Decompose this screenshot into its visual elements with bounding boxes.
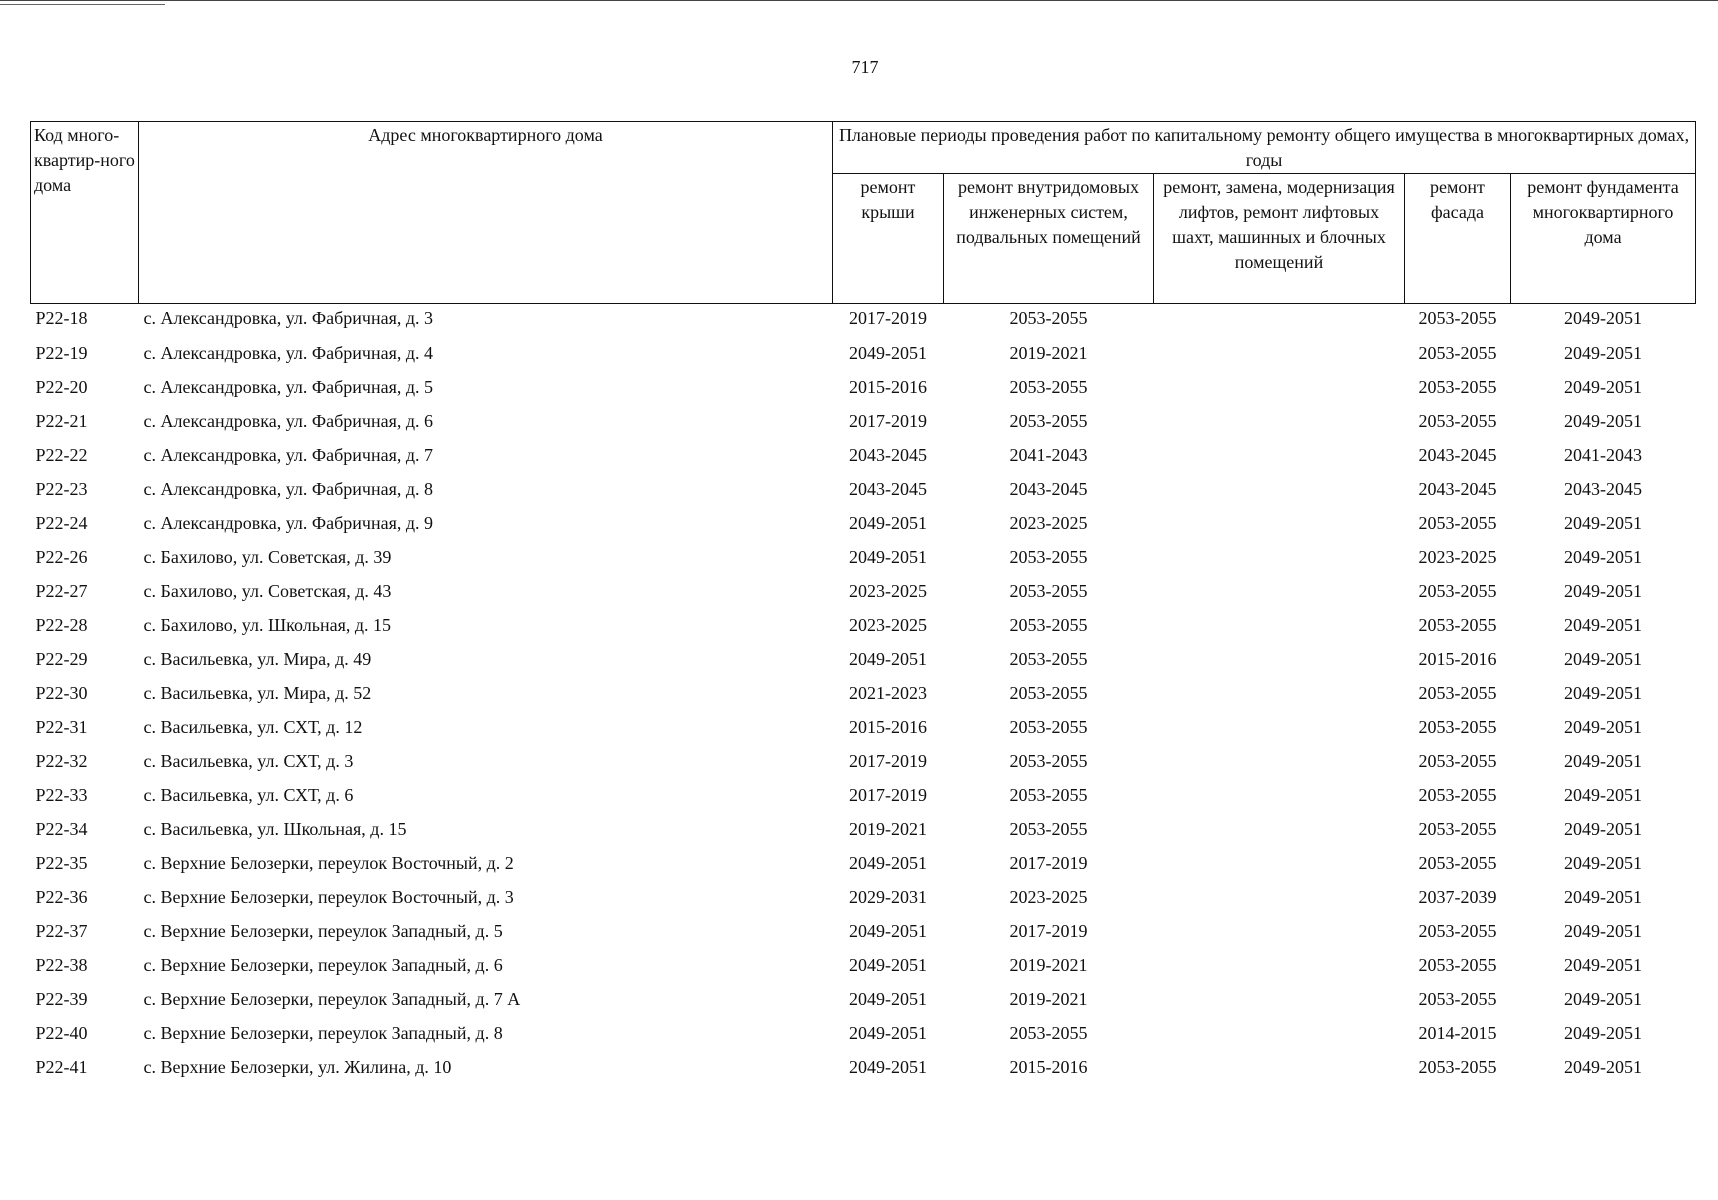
cell-roof: 2049-2051 [849,648,927,669]
cell-roof: 2023-2025 [849,580,927,601]
cell-address: с. Верхние Белозерки, переулок Западный, д. 8 [143,1022,503,1043]
cell-code: P22-23 [35,478,88,499]
header-facade: ремонт фасада [1405,174,1511,304]
cell-engineering: 2053-2055 [1009,410,1088,431]
cell-address: с. Александровка, ул. Фабричная, д. 8 [143,478,434,499]
table-row [31,472,1696,506]
cell-roof: 2049-2051 [849,852,927,873]
cell-foundation: 2049-2051 [1564,784,1643,805]
cell-code: P22-26 [35,546,88,567]
cell-foundation: 2041-2043 [1564,444,1643,465]
table-row [31,1050,1696,1084]
cell-foundation: 2049-2051 [1564,954,1643,975]
table-row [31,948,1696,982]
cell-code: P22-29 [35,648,88,669]
cell-roof: 2019-2021 [849,818,927,839]
cell-facade: 2053-2055 [1418,954,1497,975]
table-row [31,914,1696,948]
cell-address: с. Александровка, ул. Фабричная, д. 4 [143,342,434,363]
cell-foundation: 2049-2051 [1564,852,1643,873]
cell-engineering: 2053-2055 [1009,818,1088,839]
cell-elevators [1154,914,1405,948]
cell-roof: 2049-2051 [849,1056,927,1077]
cell-foundation: 2049-2051 [1564,342,1643,363]
cell-engineering: 2053-2055 [1009,716,1088,737]
cell-engineering: 2053-2055 [1009,614,1088,635]
cell-roof: 2017-2019 [849,750,927,771]
cell-code: P22-21 [35,410,88,431]
cell-engineering: 2019-2021 [1009,342,1088,363]
table-row [31,304,1696,337]
cell-engineering: 2017-2019 [1009,920,1088,941]
cell-foundation: 2049-2051 [1564,682,1643,703]
cell-roof: 2043-2045 [849,444,927,465]
cell-code: P22-39 [35,988,88,1009]
cell-address: с. Верхние Белозерки, переулок Восточный, д. 2 [143,852,514,873]
cell-address: с. Верхние Белозерки, ул. Жилина, д. 10 [143,1056,452,1077]
cell-elevators [1154,438,1405,472]
cell-engineering: 2053-2055 [1009,682,1088,703]
cell-facade: 2053-2055 [1418,920,1497,941]
cell-address: с. Васильевка, ул. СХТ, д. 6 [143,784,354,805]
cell-code: P22-35 [35,852,88,873]
cell-code: P22-41 [35,1056,88,1077]
cell-engineering: 2053-2055 [1009,1022,1088,1043]
cell-engineering: 2041-2043 [1009,444,1088,465]
cell-elevators [1154,846,1405,880]
cell-facade: 2053-2055 [1418,988,1497,1009]
repair-schedule-table [30,121,1696,1084]
cell-foundation: 2049-2051 [1564,716,1643,737]
cell-foundation: 2049-2051 [1564,818,1643,839]
table-row [31,778,1696,812]
cell-facade: 2053-2055 [1418,852,1497,873]
cell-code: P22-19 [35,342,88,363]
cell-facade: 2053-2055 [1418,682,1497,703]
cell-facade: 2053-2055 [1418,784,1497,805]
cell-code: P22-28 [35,614,88,635]
cell-foundation: 2049-2051 [1564,308,1643,328]
table-row [31,676,1696,710]
cell-address: с. Бахилово, ул. Школьная, д. 15 [143,614,391,635]
cell-foundation: 2049-2051 [1564,1056,1643,1077]
cell-foundation: 2049-2051 [1564,988,1643,1009]
cell-engineering: 2017-2019 [1009,852,1088,873]
cell-elevators [1154,982,1405,1016]
cell-address: с. Бахилово, ул. Советская, д. 39 [143,546,392,567]
cell-foundation: 2043-2045 [1564,478,1643,499]
cell-elevators [1154,574,1405,608]
cell-address: с. Васильевка, ул. СХТ, д. 12 [143,716,363,737]
table-row [31,812,1696,846]
cell-roof: 2049-2051 [849,920,927,941]
cell-engineering: 2053-2055 [1009,580,1088,601]
cell-engineering: 2023-2025 [1009,886,1088,907]
cell-code: P22-27 [35,580,88,601]
table-row [31,608,1696,642]
table-row [31,846,1696,880]
cell-facade: 2043-2045 [1418,478,1497,499]
header-engineering: ремонт внутридомовых инженерных систем, подвальных помещений [944,174,1154,304]
cell-address: с. Васильевка, ул. Школьная, д. 15 [143,818,407,839]
repair-schedule-table-wrapper [30,121,1695,1084]
cell-address: с. Васильевка, ул. Мира, д. 49 [143,648,372,669]
table-row [31,506,1696,540]
header-address: Адрес многоквартирного дома [139,122,833,304]
cell-facade: 2053-2055 [1418,580,1497,601]
table-row [31,1016,1696,1050]
cell-code: P22-32 [35,750,88,771]
cell-address: с. Васильевка, ул. СХТ, д. 3 [143,750,354,771]
cell-code: P22-33 [35,784,88,805]
table-row [31,336,1696,370]
cell-address: с. Васильевка, ул. Мира, д. 52 [143,682,372,703]
page-number: 717 [851,57,879,77]
cell-engineering: 2043-2045 [1009,478,1088,499]
cell-engineering: 2019-2021 [1009,954,1088,975]
cell-code: P22-18 [35,308,88,328]
cell-address: с. Александровка, ул. Фабричная, д. 9 [143,512,434,533]
cell-engineering: 2023-2025 [1009,512,1088,533]
cell-code: P22-37 [35,920,88,941]
table-row [31,540,1696,574]
cell-facade: 2037-2039 [1418,886,1497,907]
cell-roof: 2017-2019 [849,784,927,805]
cell-code: P22-34 [35,818,88,839]
cell-foundation: 2049-2051 [1564,376,1643,397]
cell-roof: 2049-2051 [849,512,927,533]
cell-facade: 2053-2055 [1418,750,1497,771]
cell-elevators [1154,948,1405,982]
cell-facade: 2043-2045 [1418,444,1497,465]
cell-foundation: 2049-2051 [1564,410,1643,431]
cell-elevators [1154,370,1405,404]
cell-roof: 2049-2051 [849,546,927,567]
cell-elevators [1154,304,1405,337]
cell-foundation: 2049-2051 [1564,1022,1643,1043]
cell-foundation: 2049-2051 [1564,546,1643,567]
cell-engineering: 2053-2055 [1009,308,1088,328]
cell-elevators [1154,404,1405,438]
table-row [31,438,1696,472]
cell-foundation: 2049-2051 [1564,512,1643,533]
cell-code: P22-40 [35,1022,88,1043]
cell-foundation: 2049-2051 [1564,920,1643,941]
table-header [31,122,1696,304]
table-body [31,304,1696,1085]
table-row [31,880,1696,914]
cell-facade: 2053-2055 [1418,818,1497,839]
table-row [31,710,1696,744]
table-row [31,574,1696,608]
cell-roof: 2021-2023 [849,682,927,703]
cell-engineering: 2053-2055 [1009,376,1088,397]
cell-address: с. Верхние Белозерки, переулок Западный, д. 5 [143,920,503,941]
table-row [31,744,1696,778]
header-code: Код много-квартир-ного дома [31,122,139,304]
cell-elevators [1154,506,1405,540]
cell-facade: 2053-2055 [1418,308,1497,328]
cell-foundation: 2049-2051 [1564,580,1643,601]
cell-foundation: 2049-2051 [1564,614,1643,635]
cell-facade: 2053-2055 [1418,614,1497,635]
cell-code: P22-36 [35,886,88,907]
cell-elevators [1154,880,1405,914]
cell-foundation: 2049-2051 [1564,750,1643,771]
cell-code: P22-31 [35,716,88,737]
top-border-line [0,0,1718,1]
cell-address: с. Александровка, ул. Фабричная, д. 6 [143,410,434,431]
cell-elevators [1154,540,1405,574]
cell-address: с. Александровка, ул. Фабричная, д. 3 [143,308,434,328]
table-row [31,404,1696,438]
cell-roof: 2049-2051 [849,988,927,1009]
cell-roof: 2017-2019 [849,308,927,328]
cell-roof: 2049-2051 [849,954,927,975]
cell-address: с. Верхние Белозерки, переулок Восточный, д. 3 [143,886,514,907]
header-foundation: ремонт фундамента многоквартирного дома [1511,174,1696,304]
cell-foundation: 2049-2051 [1564,648,1643,669]
cell-roof: 2049-2051 [849,342,927,363]
cell-elevators [1154,676,1405,710]
cell-facade: 2015-2016 [1418,648,1497,669]
cell-address: с. Верхние Белозерки, переулок Западный, д. 6 [143,954,503,975]
cell-elevators [1154,1050,1405,1084]
cell-elevators [1154,1016,1405,1050]
cell-code: P22-30 [35,682,88,703]
cell-engineering: 2053-2055 [1009,750,1088,771]
table-row [31,982,1696,1016]
cell-foundation: 2049-2051 [1564,886,1643,907]
header-periods-group: Плановые периоды проведения работ по капитальному ремонту общего имущества в многоквартирных домах, годы [833,122,1696,174]
cell-elevators [1154,336,1405,370]
cell-roof: 2023-2025 [849,614,927,635]
cell-facade: 2014-2015 [1418,1022,1497,1043]
table-row [31,642,1696,676]
cell-address: с. Бахилово, ул. Советская, д. 43 [143,580,392,601]
cell-facade: 2053-2055 [1418,716,1497,737]
cell-address: с. Александровка, ул. Фабричная, д. 7 [143,444,434,465]
cell-roof: 2017-2019 [849,410,927,431]
table-row [31,370,1696,404]
cell-elevators [1154,608,1405,642]
cell-engineering: 2019-2021 [1009,988,1088,1009]
cell-code: P22-38 [35,954,88,975]
cell-elevators [1154,710,1405,744]
cell-engineering: 2015-2016 [1009,1056,1088,1077]
cell-code: P22-24 [35,512,88,533]
cell-roof: 2043-2045 [849,478,927,499]
cell-roof: 2029-2031 [849,886,927,907]
cell-elevators [1154,778,1405,812]
top-border-line-short [0,4,165,5]
cell-elevators [1154,744,1405,778]
cell-engineering: 2053-2055 [1009,546,1088,567]
cell-roof: 2015-2016 [849,376,927,397]
cell-roof: 2015-2016 [849,716,927,737]
cell-facade: 2053-2055 [1418,1056,1497,1077]
cell-facade: 2053-2055 [1418,410,1497,431]
cell-address: с. Александровка, ул. Фабричная, д. 5 [143,376,434,397]
cell-facade: 2023-2025 [1418,546,1497,567]
cell-engineering: 2053-2055 [1009,784,1088,805]
cell-facade: 2053-2055 [1418,342,1497,363]
cell-engineering: 2053-2055 [1009,648,1088,669]
cell-code: P22-20 [35,376,88,397]
cell-elevators [1154,472,1405,506]
cell-code: P22-22 [35,444,88,465]
cell-facade: 2053-2055 [1418,376,1497,397]
header-elevators: ремонт, замена, модернизация лифтов, ремонт лифтовых шахт, машинных и блочных помещений [1154,174,1405,304]
cell-facade: 2053-2055 [1418,512,1497,533]
cell-address: с. Верхние Белозерки, переулок Западный, д. 7 А [143,988,521,1009]
cell-roof: 2049-2051 [849,1022,927,1043]
cell-elevators [1154,812,1405,846]
header-roof: ремонт крыши [833,174,944,304]
cell-elevators [1154,642,1405,676]
